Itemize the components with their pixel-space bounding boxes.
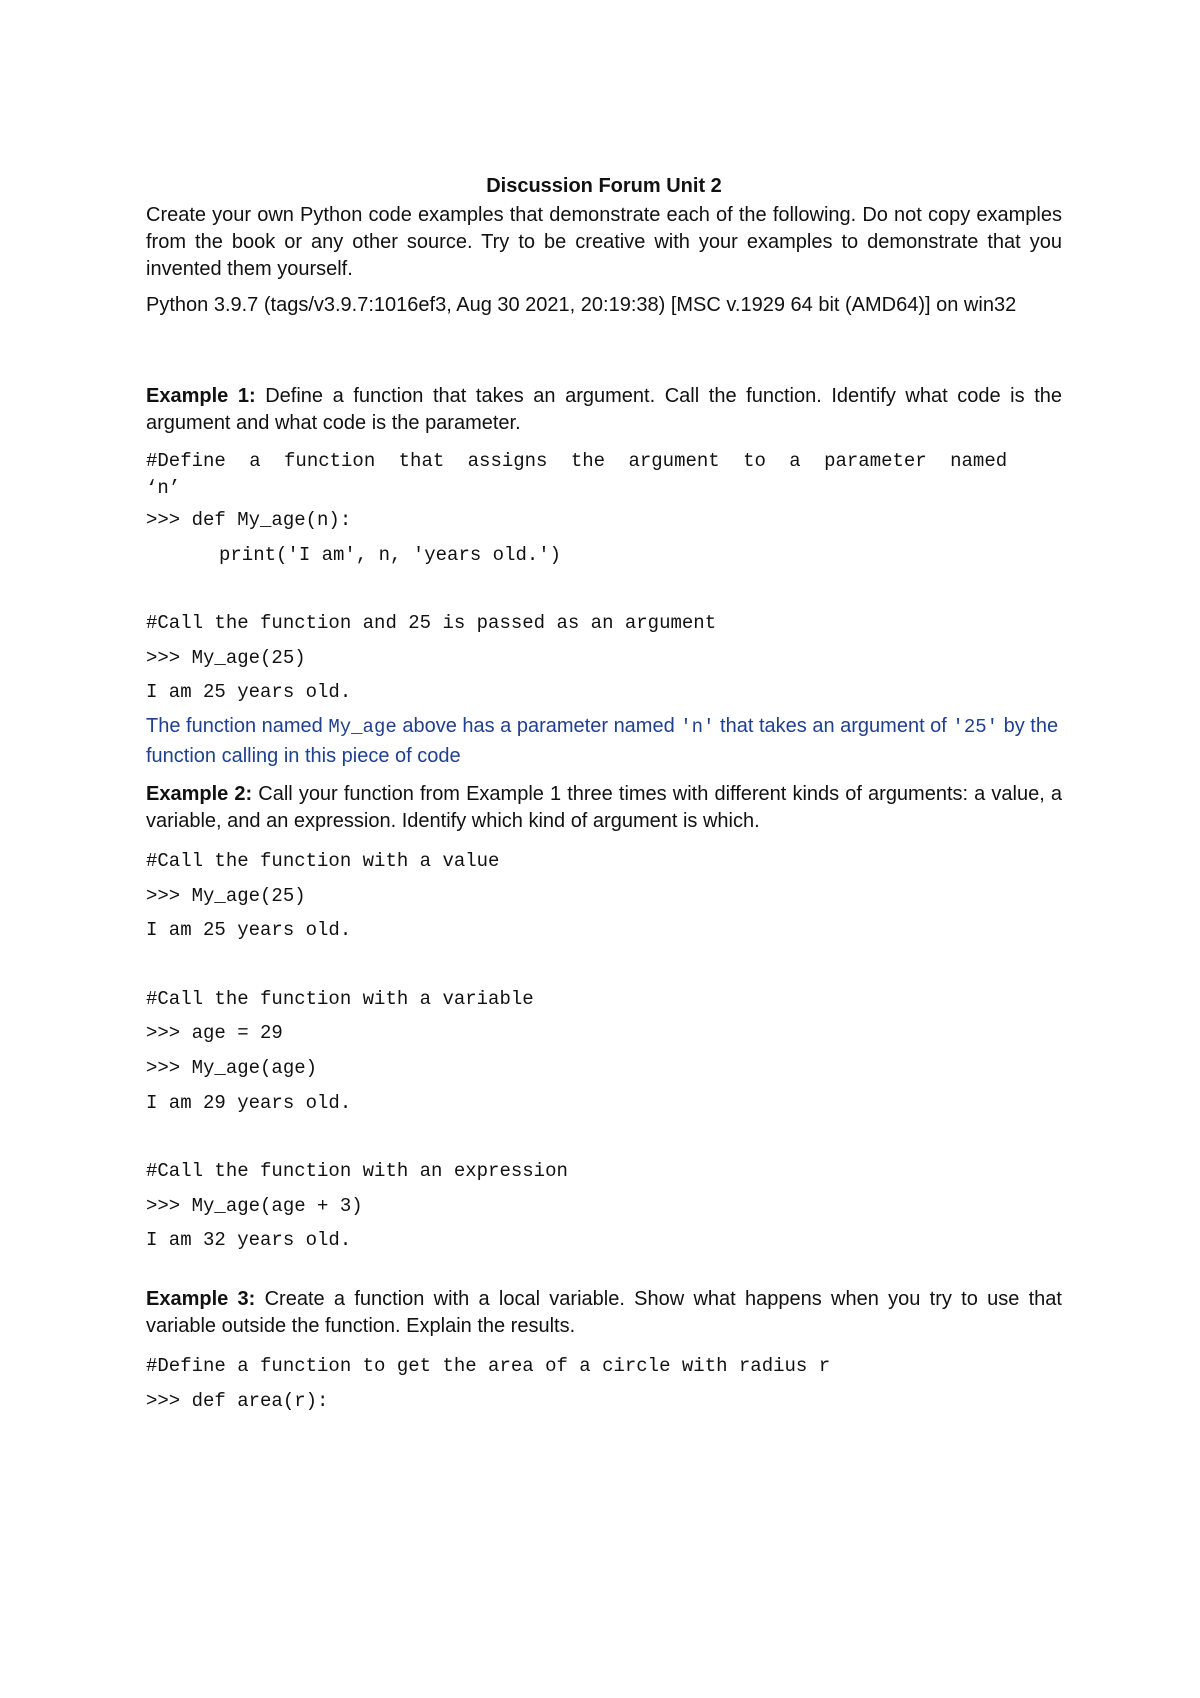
example2-value-output: I am 25 years old. bbox=[146, 919, 352, 941]
note-text-3: that takes an argument of bbox=[714, 715, 953, 737]
example1-explanation-note bbox=[146, 712, 1062, 771]
example3-define-comment: #Define a function to get the area of a circle with radius r bbox=[146, 1355, 831, 1377]
intro-paragraph: Create your own Python code examples that demonstrate each of the following. Do not copy examples from the book or any other source. Try to be creative with your examples to demonstrate that you invented them yourself. bbox=[146, 204, 1062, 280]
example1-output: I am 25 years old. bbox=[146, 681, 352, 703]
example2-expression-call: >>> My_age(age + 3) bbox=[146, 1195, 363, 1217]
example2-variable-comment: #Call the function with a variable bbox=[146, 988, 534, 1010]
example3-prompt bbox=[146, 1286, 1062, 1340]
example2-expression-output: I am 32 years old. bbox=[146, 1229, 352, 1251]
example2-variable-output: I am 29 years old. bbox=[146, 1092, 352, 1114]
note-text-4: by the function calling in this piece of code bbox=[146, 715, 1059, 767]
example2-variable-call: >>> My_age(age) bbox=[146, 1057, 318, 1079]
example1-def-line: >>> def My_age(n): bbox=[146, 509, 352, 531]
python-version-line: Python 3.9.7 (tags/v3.9.7:1016ef3, Aug 30 2021, 20:19:38) [MSC v.1929 64 bit (AMD64)] on win32 bbox=[146, 294, 1017, 316]
example2-heading: Example 2: bbox=[146, 783, 253, 805]
note-text-1: The function named bbox=[146, 715, 329, 737]
example1-text: Define a function that takes an argument. Call the function. Identify what code is the argument and what code is the parameter. bbox=[146, 385, 1063, 434]
page-title: Discussion Forum Unit 2 bbox=[486, 175, 722, 197]
note-code-argument: '25' bbox=[952, 716, 999, 738]
example1-call-comment: #Call the function and 25 is passed as an argument bbox=[146, 612, 717, 634]
note-text-2: above has a parameter named bbox=[396, 715, 681, 737]
example1-print-line: print('I am', n, 'years old.') bbox=[219, 544, 562, 566]
example1-define-comment: #Define a function that assigns the argument to a parameter named ‘n’ bbox=[146, 450, 1008, 499]
example2-value-comment: #Call the function with a value bbox=[146, 850, 500, 872]
note-code-function-name: My_age bbox=[328, 716, 397, 738]
example2-variable-assign: >>> age = 29 bbox=[146, 1022, 283, 1044]
example3-heading: Example 3: bbox=[146, 1288, 256, 1310]
example2-text: Call your function from Example 1 three times with different kinds of arguments: a value, a variable, and an expression. Identify which kind of argument is which. bbox=[146, 783, 1062, 832]
example3-def-line: >>> def area(r): bbox=[146, 1390, 329, 1412]
example1-heading: Example 1: bbox=[146, 385, 256, 407]
note-code-parameter: 'n' bbox=[680, 716, 715, 738]
example2-prompt bbox=[146, 781, 1062, 835]
example1-call-line: >>> My_age(25) bbox=[146, 647, 306, 669]
example3-text: Create a function with a local variable. Show what happens when you try to use that variable outside the function. Explain the results. bbox=[146, 1288, 1062, 1337]
example2-expression-comment: #Call the function with an expression bbox=[146, 1160, 568, 1182]
example1-prompt bbox=[146, 383, 1062, 437]
example2-value-call: >>> My_age(25) bbox=[146, 885, 306, 907]
